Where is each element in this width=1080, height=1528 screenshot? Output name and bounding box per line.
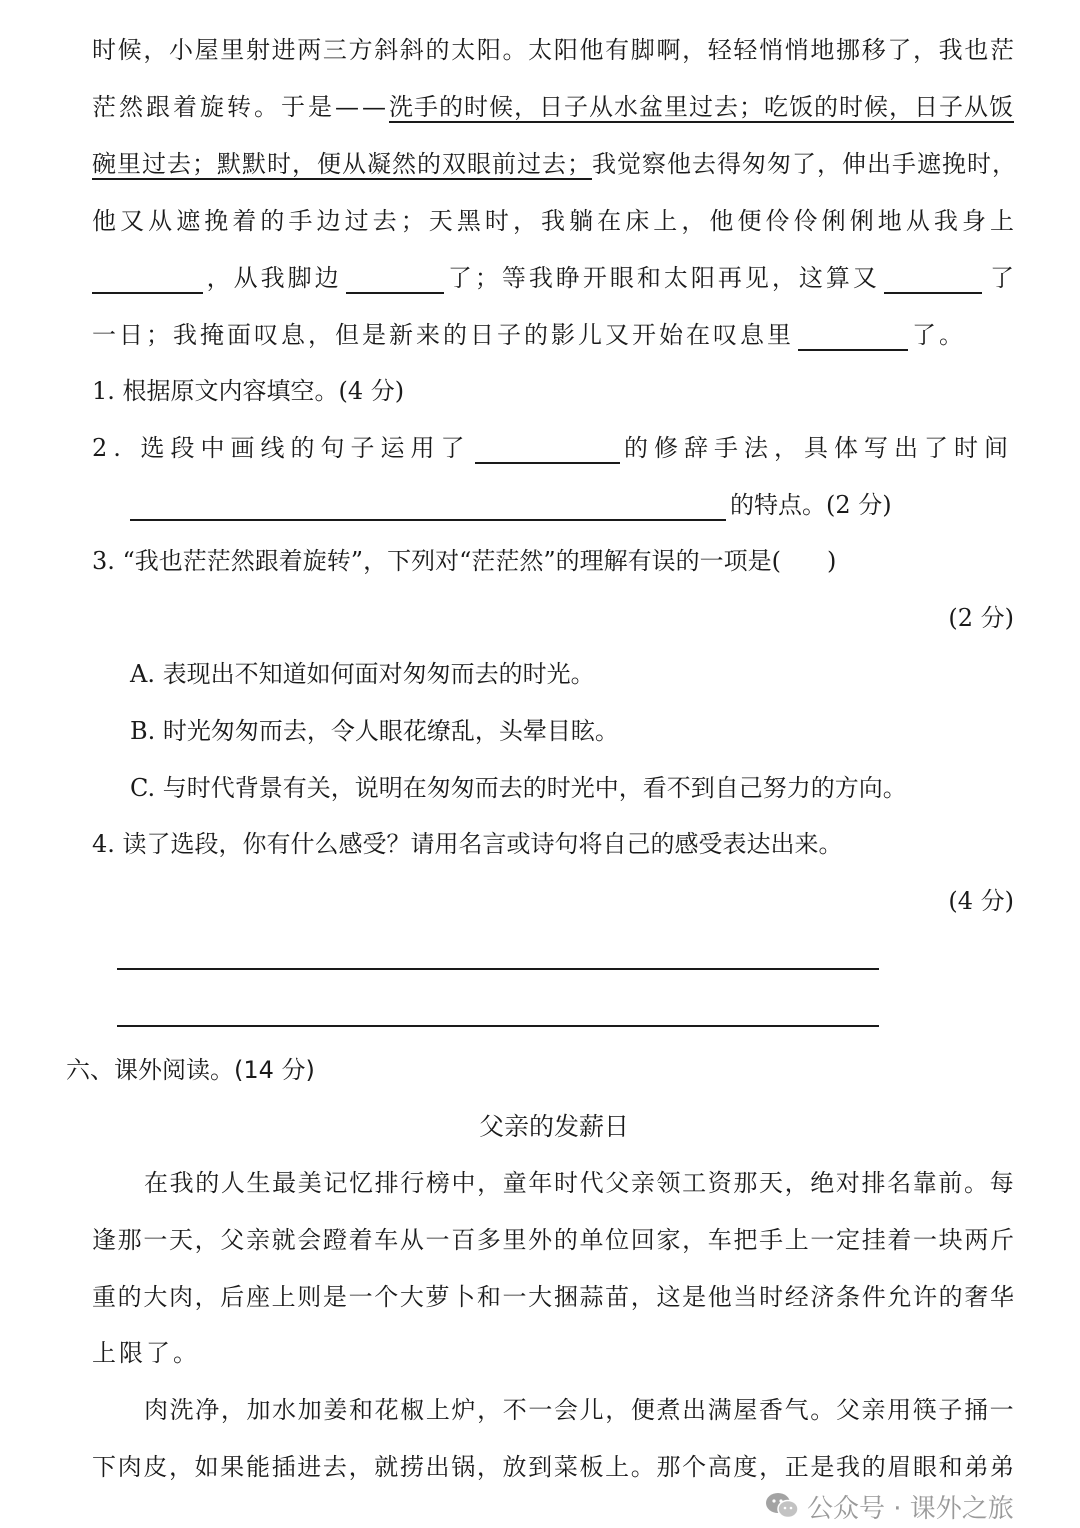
- article-char: 捆: [553, 1283, 578, 1311]
- article-char: ，: [194, 1226, 219, 1254]
- article-char: 单: [579, 1226, 604, 1254]
- article-char: 会: [297, 1226, 322, 1254]
- article-char: 捞: [399, 1453, 424, 1481]
- passage-char: 进: [271, 36, 296, 64]
- passage-char: 悄: [759, 36, 784, 64]
- article-char: 出: [425, 1453, 450, 1481]
- passage-char: ，: [512, 207, 537, 235]
- passage-char: 着: [232, 207, 257, 235]
- article-char: 出: [682, 1396, 707, 1424]
- article-char: ，: [759, 1453, 784, 1481]
- article-char: 两: [964, 1226, 989, 1254]
- passage-char: 脚: [630, 36, 655, 64]
- passage-char: 上: [653, 207, 678, 235]
- passage-line-5: [92, 258, 1014, 298]
- article-char: 下: [92, 1453, 116, 1481]
- article-char: 代: [579, 1169, 604, 1197]
- article-char: 放: [502, 1453, 527, 1481]
- answer-line[interactable]: [117, 968, 879, 970]
- passage-char: 两: [297, 36, 322, 64]
- article-char: 里: [502, 1226, 527, 1254]
- passage-char: 床: [625, 207, 650, 235]
- article-char: ，: [477, 1169, 502, 1197]
- article-char: 这: [656, 1283, 681, 1311]
- fill-blank[interactable]: [346, 262, 444, 294]
- wechat-watermark: [765, 1484, 1014, 1528]
- article-char: 香: [759, 1396, 783, 1424]
- article-char: 椒: [400, 1396, 425, 1424]
- question-1-text: 1. 根据原文内容填空。(4 分): [92, 377, 405, 405]
- article-char: 在: [144, 1169, 168, 1197]
- fill-blank[interactable]: [884, 262, 982, 294]
- article-char: 一: [143, 1226, 168, 1254]
- question-2-text: 2. 选段中画线的句子运用了: [92, 434, 471, 462]
- fill-blank[interactable]: [798, 319, 908, 351]
- article-char: 则: [297, 1283, 322, 1311]
- article-paragraph-line: [144, 1390, 1014, 1430]
- question-3-points: (2 分): [948, 604, 1014, 632]
- article-char: 一: [810, 1226, 835, 1254]
- article-char: 逢: [92, 1226, 116, 1254]
- article-char: 每: [989, 1169, 1014, 1197]
- article-char: 允: [887, 1283, 912, 1311]
- question-3: [92, 541, 1014, 581]
- passage-char: 茫: [989, 36, 1014, 64]
- article-char: 亲: [630, 1169, 655, 1197]
- article-char: 屋: [733, 1396, 758, 1424]
- underlined-sentence: 碗里过去；默默时，便从凝然的双眼前过去；: [92, 150, 592, 178]
- article-char: 最: [272, 1169, 297, 1197]
- passage-line-4: [92, 201, 1014, 241]
- passage-char: 挪: [836, 36, 861, 64]
- passage-char: 太: [451, 36, 476, 64]
- article-paragraph-line: 上限了。: [92, 1339, 200, 1367]
- article-char: 条: [836, 1283, 861, 1311]
- article-char: 他: [707, 1283, 732, 1311]
- passage-char: 我: [541, 207, 565, 235]
- article-char: 时: [759, 1283, 784, 1311]
- article-char: 重: [92, 1283, 116, 1311]
- article-char: ，: [605, 1396, 630, 1424]
- article-char: 一: [425, 1226, 450, 1254]
- article-char: 。: [630, 1453, 655, 1481]
- question-1: [92, 371, 1014, 411]
- passage-char: 轻: [733, 36, 758, 64]
- passage-char: 小: [168, 36, 193, 64]
- article-char: 是: [810, 1453, 835, 1481]
- article-char: 工: [682, 1169, 707, 1197]
- article-char: 插: [271, 1453, 296, 1481]
- article-char: 座: [245, 1283, 270, 1311]
- passage-char: 有: [605, 36, 630, 64]
- passage-text: 了: [990, 264, 1014, 292]
- section-6-heading: 六、课外阅读。(14 分): [66, 1056, 315, 1084]
- passage-char: 斜: [399, 36, 424, 64]
- passage-char: 太: [528, 36, 553, 64]
- article-char: 气: [784, 1396, 809, 1424]
- article-char: 手: [759, 1226, 784, 1254]
- passage-char: 躺: [569, 207, 594, 235]
- passage-char: 便: [737, 207, 762, 235]
- passage-char: 伶: [793, 207, 818, 235]
- article-char: 天: [759, 1169, 783, 1197]
- passage-char: ；: [400, 207, 425, 235]
- question-2: [92, 428, 1014, 468]
- passage-char: 在: [597, 207, 622, 235]
- option-c[interactable]: C. 与时代背景有关，说明在匆匆而去的时光中，看不到自己努力的方向。: [130, 774, 907, 802]
- article-char: 的: [195, 1169, 220, 1197]
- article-char: 童: [502, 1169, 527, 1197]
- article-char: 件: [861, 1283, 886, 1311]
- article-char: ，: [477, 1396, 502, 1424]
- article-char: 块: [938, 1226, 963, 1254]
- article-char: 的: [861, 1453, 886, 1481]
- answer-line[interactable]: [117, 1025, 879, 1027]
- article-char: 煮: [656, 1396, 681, 1424]
- article-char: 亲: [861, 1396, 886, 1424]
- question-4-points: (4 分): [948, 887, 1014, 915]
- article-char: 是: [322, 1283, 347, 1311]
- article-char: 父: [605, 1169, 630, 1197]
- article-char: 洗: [169, 1396, 194, 1424]
- article-char: 个: [374, 1283, 399, 1311]
- article-char: 一: [989, 1396, 1014, 1424]
- question-4-text: 4. 读了选段，你有什么感受？请用名言或诗句将自己的感受表达出来。: [92, 830, 843, 858]
- article-char: 度: [733, 1453, 758, 1481]
- article-char: 花: [374, 1396, 399, 1424]
- wechat-icon: [765, 1491, 799, 1521]
- article-char: 一: [348, 1283, 373, 1311]
- article-char: 上: [605, 1453, 630, 1481]
- article-char: 记: [323, 1169, 348, 1197]
- article-char: 儿: [579, 1396, 604, 1424]
- article-char: ，: [348, 1453, 373, 1481]
- article-char: 能: [245, 1453, 270, 1481]
- article-char: 奢: [964, 1283, 989, 1311]
- article-title: 父亲的发薪日: [478, 1112, 629, 1141]
- passage-char: ，: [682, 36, 707, 64]
- article-char: 领: [656, 1169, 681, 1197]
- article-char: 忆: [349, 1169, 373, 1197]
- passage-char: ，: [143, 36, 168, 64]
- article-char: 大: [399, 1283, 424, 1311]
- article-char: 资: [707, 1169, 732, 1197]
- article-char: 那: [117, 1226, 142, 1254]
- article-char: 着: [887, 1226, 912, 1254]
- article-char: 一: [528, 1396, 553, 1424]
- article-char: 外: [528, 1226, 553, 1254]
- article-char: 子: [938, 1396, 963, 1424]
- passage-char: 轻: [707, 36, 732, 64]
- article-char: 板: [579, 1453, 604, 1481]
- article-char: 眼: [913, 1453, 937, 1481]
- article-char: 靠: [912, 1169, 937, 1197]
- question-3-close: ): [826, 547, 837, 575]
- passage-line-6: [92, 315, 1014, 355]
- article-char: 斤: [989, 1226, 1014, 1254]
- passage-char: 手: [288, 207, 313, 235]
- passage-char: 也: [964, 36, 989, 64]
- article-char: 后: [220, 1283, 245, 1311]
- article-paragraph-line: [144, 1163, 1014, 1203]
- article-char: 菜: [553, 1453, 578, 1481]
- article-char: 那: [656, 1453, 681, 1481]
- passage-char: 地: [877, 207, 902, 235]
- article-char: 中: [451, 1169, 476, 1197]
- article-char: 我: [169, 1169, 194, 1197]
- article-char: 一: [502, 1283, 527, 1311]
- article-char: 弟: [964, 1453, 989, 1481]
- passage-char: 我: [933, 207, 958, 235]
- article-char: 。: [964, 1169, 988, 1197]
- passage-char: 从: [905, 207, 930, 235]
- passage-text: 了。: [912, 321, 966, 349]
- passage-char: 斜: [374, 36, 399, 64]
- passage-text: 了；等我睁开眼和太阳再见，这算又: [447, 264, 880, 292]
- question-3-text: 3. “我也茫茫然跟着旋转”，下列对“茫茫然”的理解有误的一项是(: [92, 547, 781, 575]
- article-char: 正: [784, 1453, 809, 1481]
- passage-char: 。: [502, 36, 527, 64]
- article-char: 名: [887, 1169, 912, 1197]
- passage-char: 他: [92, 207, 116, 235]
- passage-char: 屋: [194, 36, 219, 64]
- article-char: 不: [502, 1396, 527, 1424]
- article-char: 当: [733, 1283, 758, 1311]
- underlined-sentence: 洗手的时候，日子从水盆里过去；吃饭的时候，日子从饭: [389, 93, 1014, 121]
- article-char: 经: [784, 1283, 809, 1311]
- article-char: 华: [989, 1283, 1014, 1311]
- article-char: ，: [168, 1453, 193, 1481]
- passage-char: 黑: [456, 207, 481, 235]
- article-char: 多: [476, 1226, 501, 1254]
- passage-char: ，: [913, 36, 937, 64]
- passage-char: 的: [425, 36, 450, 64]
- fill-blank[interactable]: [92, 262, 203, 294]
- article-char: 大: [143, 1283, 168, 1311]
- passage-line-1: [92, 30, 1014, 70]
- passage-char: 阳: [553, 36, 578, 64]
- passage-char: 遮: [176, 207, 201, 235]
- article-char: ，: [476, 1453, 501, 1481]
- passage-line-2: [92, 87, 1014, 127]
- article-char: 上: [425, 1396, 450, 1424]
- passage-text: 一日；我掩面叹息，但是新来的日子的影儿又开始在叹息里: [92, 321, 794, 349]
- passage-char: 了: [887, 36, 912, 64]
- passage-char: 伶: [765, 207, 790, 235]
- fill-blank[interactable]: [130, 489, 726, 521]
- article-char: 把: [733, 1226, 758, 1254]
- article-char: 。: [810, 1396, 835, 1424]
- article-char: 那: [733, 1169, 758, 1197]
- article-char: 生: [246, 1169, 271, 1197]
- passage-char: 他: [709, 207, 734, 235]
- passage-char: 去: [372, 207, 397, 235]
- article-char: 便: [630, 1396, 655, 1424]
- passage-char: 悄: [784, 36, 809, 64]
- article-char: 去: [322, 1453, 347, 1481]
- passage-char: 从: [148, 207, 173, 235]
- question-2-text: 的修辞手法，具体写出了时间: [624, 434, 1014, 462]
- passage-char: 三: [322, 36, 347, 64]
- article-char: 用: [887, 1396, 912, 1424]
- article-char: 排: [374, 1169, 399, 1197]
- article-char: 的: [553, 1226, 578, 1254]
- passage-char: 身: [961, 207, 986, 235]
- article-char: 肉: [144, 1396, 168, 1424]
- article-char: 如: [194, 1453, 219, 1481]
- article-char: 车: [374, 1226, 399, 1254]
- article-char: 和: [349, 1396, 373, 1424]
- article-char: 一: [913, 1226, 937, 1254]
- article-char: 挂: [861, 1226, 886, 1254]
- article-char: 姜: [323, 1396, 348, 1424]
- article-char: 是: [682, 1283, 707, 1311]
- passage-char: 边: [316, 207, 341, 235]
- option-b[interactable]: B. 时光匆匆而去，令人眼花缭乱，头晕目眩。: [130, 717, 619, 745]
- passage-text: 茫然跟着旋转。于是——: [92, 93, 389, 121]
- article-char: 上: [271, 1283, 296, 1311]
- article-char: 果: [220, 1453, 245, 1481]
- article-char: 净: [195, 1396, 220, 1424]
- article-char: 加: [297, 1396, 322, 1424]
- article-char: 位: [605, 1226, 630, 1254]
- article-char: 许: [913, 1283, 937, 1311]
- article-char: 就: [374, 1453, 399, 1481]
- passage-char: 候: [117, 36, 142, 64]
- passage-char: 又: [120, 207, 145, 235]
- article-char: 皮: [143, 1453, 168, 1481]
- article-char: 济: [810, 1283, 835, 1311]
- passage-char: 里: [220, 36, 245, 64]
- article-char: 上: [784, 1226, 809, 1254]
- article-char: 蒜: [579, 1283, 604, 1311]
- passage-char: 时: [484, 207, 509, 235]
- article-char: 会: [554, 1396, 578, 1424]
- article-char: ，: [630, 1283, 655, 1311]
- article-char: ，: [682, 1226, 707, 1254]
- article-char: 大: [528, 1283, 553, 1311]
- article-char: 进: [297, 1453, 322, 1481]
- article-char: 绝: [810, 1169, 835, 1197]
- article-char: 满: [707, 1396, 732, 1424]
- passage-char: ，: [681, 207, 706, 235]
- passage-char: 过: [344, 207, 369, 235]
- article-char: 水: [272, 1396, 297, 1424]
- passage-char: 地: [810, 36, 835, 64]
- article-char: 加: [246, 1396, 271, 1424]
- article-char: 人: [220, 1169, 245, 1197]
- article-paragraph-line: [92, 1277, 1014, 1317]
- article-char: 排: [861, 1169, 886, 1197]
- article-char: 锅: [451, 1453, 476, 1481]
- article-char: ，: [220, 1396, 245, 1424]
- article-char: 萝: [425, 1283, 450, 1311]
- article-char: 回: [630, 1226, 655, 1254]
- article-char: 苗: [605, 1283, 630, 1311]
- article-char: 父: [220, 1226, 245, 1254]
- article-char: 家: [656, 1226, 681, 1254]
- article-char: 弟: [989, 1453, 1014, 1481]
- article-char: 就: [271, 1226, 296, 1254]
- article-char: ，: [194, 1283, 219, 1311]
- passage-text: 我觉察他去得匆匆了，伸出手遮挽时，: [592, 150, 1017, 178]
- article-char: 肉: [117, 1453, 142, 1481]
- passage-text: ，从我脚边: [206, 264, 342, 292]
- article-char: 天: [168, 1226, 193, 1254]
- article-char: 亲: [245, 1226, 270, 1254]
- article-char: 和: [938, 1453, 963, 1481]
- passage-char: 俐: [821, 207, 846, 235]
- article-char: 到: [528, 1453, 553, 1481]
- article-char: ，: [784, 1169, 809, 1197]
- article-char: 个: [682, 1453, 707, 1481]
- question-2-text: 的特点。(2 分): [730, 491, 892, 519]
- passage-line-3: [92, 144, 1017, 184]
- article-char: 我: [836, 1453, 861, 1481]
- passage-char: 上: [990, 207, 1014, 235]
- article-char: 高: [707, 1453, 732, 1481]
- article-char: 时: [554, 1169, 578, 1197]
- article-char: 美: [297, 1169, 322, 1197]
- article-char: 眉: [887, 1453, 912, 1481]
- article-paragraph-line: [92, 1220, 1014, 1260]
- article-char: 年: [528, 1169, 553, 1197]
- passage-char: 挽: [204, 207, 229, 235]
- passage-char: 射: [245, 36, 270, 64]
- article-char: 和: [476, 1283, 501, 1311]
- article-char: 前: [938, 1169, 963, 1197]
- passage-char: 移: [861, 36, 886, 64]
- article-char: 卜: [451, 1283, 476, 1311]
- article-char: 捅: [964, 1396, 988, 1424]
- article-char: 父: [835, 1396, 860, 1424]
- article-char: 蹬: [322, 1226, 347, 1254]
- article-char: 百: [451, 1226, 476, 1254]
- passage-char: 俐: [849, 207, 874, 235]
- passage-char: 时: [92, 36, 116, 64]
- passage-char: 的: [260, 207, 285, 235]
- article-char: 从: [399, 1226, 424, 1254]
- fill-blank[interactable]: [475, 432, 620, 464]
- article-char: 的: [938, 1283, 963, 1311]
- question-2-continued: [130, 485, 1014, 525]
- passage-char: 天: [428, 207, 453, 235]
- article-char: 筷: [912, 1396, 937, 1424]
- passage-char: 我: [938, 36, 963, 64]
- option-a[interactable]: A. 表现出不知道如何面对匆匆而去的时光。: [130, 660, 595, 688]
- article-char: 着: [348, 1226, 373, 1254]
- article-char: 的: [117, 1283, 142, 1311]
- article-char: 对: [835, 1169, 860, 1197]
- article-char: 车: [707, 1226, 732, 1254]
- article-paragraph-line: [92, 1447, 1014, 1487]
- article-char: 肉: [168, 1283, 193, 1311]
- question-4: [92, 824, 1014, 864]
- article-char: 行: [400, 1169, 425, 1197]
- watermark-text: 公众号 · 课外之旅: [807, 1493, 1014, 1524]
- passage-char: 方: [348, 36, 373, 64]
- article-char: 定: [836, 1226, 861, 1254]
- passage-char: 阳: [476, 36, 501, 64]
- article-char: 炉: [451, 1396, 476, 1424]
- passage-char: 他: [579, 36, 604, 64]
- passage-char: 啊: [656, 36, 681, 64]
- article-char: 榜: [425, 1169, 450, 1197]
